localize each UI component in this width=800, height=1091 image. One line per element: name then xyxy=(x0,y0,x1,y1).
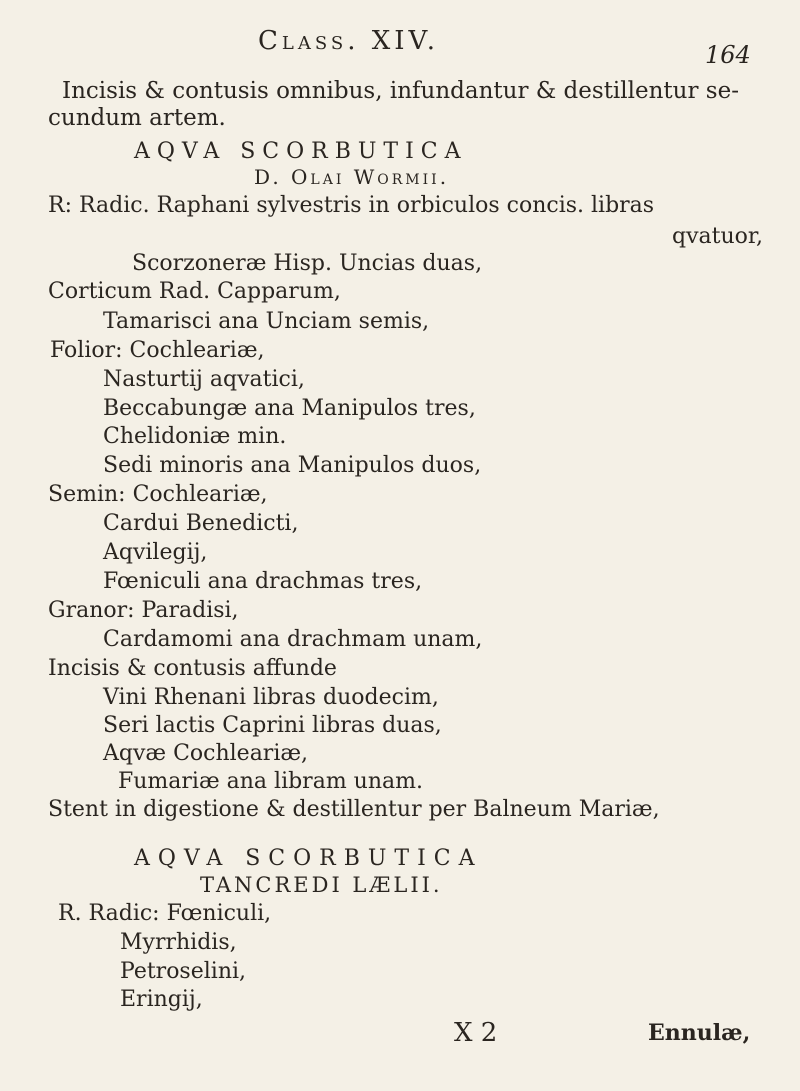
recipe-line: R: Radic. Raphani sylvestris in orbiculos concis. libras xyxy=(48,193,655,218)
recipe-line: Aqvæ Cochleariæ, xyxy=(103,741,309,766)
recipe-line: Tamarisci ana Unciam semis, xyxy=(103,309,430,334)
recipe-line: Cardui Benedicti, xyxy=(103,511,299,536)
recipe-line: Stent in digestione & destillentur per Balneum Mariæ, xyxy=(48,797,660,822)
recipe-line: Eringij, xyxy=(120,987,203,1012)
recipe-line: Aqvilegij, xyxy=(103,540,208,565)
recipe-line: Corticum Rad. Capparum, xyxy=(48,279,341,304)
intro-line: cundum artem. xyxy=(48,105,226,131)
recipe-line: Beccabungæ ana Manipulos tres, xyxy=(103,396,476,421)
recipe-line: qvatuor, xyxy=(672,224,763,249)
running-head: Class. XIV. xyxy=(258,26,439,56)
signature-mark: X 2 xyxy=(454,1018,498,1048)
recipe-line: Sedi minoris ana Manipulos duos, xyxy=(103,453,482,478)
recipe-line: Cardamomi ana drachmam unam, xyxy=(103,627,483,652)
recipe-line: R. Radic: Fœniculi, xyxy=(58,901,272,926)
recipe-line: Fœniculi ana drachmas tres, xyxy=(103,569,423,594)
recipe-line: Incisis & contusis affunde xyxy=(48,656,337,681)
recipe-line: Vini Rhenani libras duodecim, xyxy=(103,685,439,710)
recipe-author: D. Olai Wormii. xyxy=(254,165,450,189)
catchword: Ennulæ, xyxy=(648,1020,751,1046)
intro-line: Incisis & contusis omnibus, infundantur & destillentur se- xyxy=(62,78,739,104)
recipe-line: Fumariæ ana libram unam. xyxy=(118,769,423,794)
recipe-author: TANCREDI LÆLII. xyxy=(200,873,443,897)
recipe-line: Myrrhidis, xyxy=(120,930,237,955)
recipe-title: AQVA SCORBUTICA xyxy=(134,846,483,871)
recipe-line: Granor: Paradisi, xyxy=(48,598,239,623)
recipe-title: AQVA SCORBUTICA xyxy=(134,139,468,164)
recipe-line: Folior: Cochleariæ, xyxy=(50,338,265,363)
recipe-line: Nasturtij aqvatici, xyxy=(103,367,305,392)
recipe-line: Semin: Cochleariæ, xyxy=(48,482,268,507)
recipe-line: Scorzoneræ Hisp. Uncias duas, xyxy=(132,251,483,276)
page-number: 164 xyxy=(705,41,751,69)
recipe-line: Seri lactis Caprini libras duas, xyxy=(103,713,442,738)
recipe-line: Chelidoniæ min. xyxy=(103,424,287,449)
recipe-line: Petroselini, xyxy=(120,959,247,984)
